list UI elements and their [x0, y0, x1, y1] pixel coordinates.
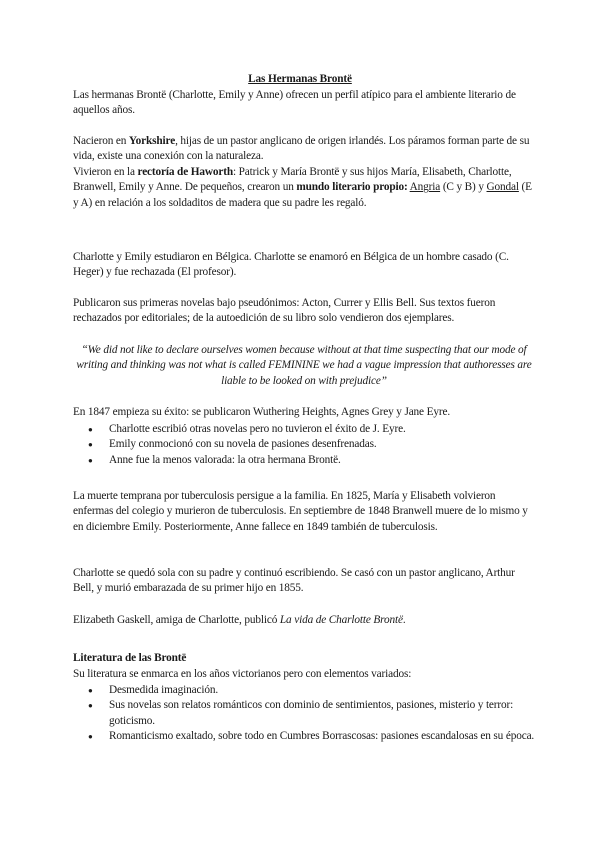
- authoresses-quote: “We did not like to declare ourselves women because without at that time suspecting that our mode of writing and thinking was not what is called FEMININE we had a vague impression that authoresses are liable to be looked on with prejudice”: [76, 344, 532, 387]
- book-title-italic: La vida de Charlotte Brontë: [279, 614, 403, 626]
- list-item: ● Desmedida imaginación.: [73, 683, 535, 698]
- gondal-underlined: Gondal: [486, 181, 519, 194]
- literature-intro-paragraph: Su literatura se enmarca en los años victorianos pero con elementos variados:: [73, 668, 412, 680]
- haworth-text-mid: : Patrick y María Brontë y sus hijos María, Elisabeth, Charlotte, Branwell, Emily y Anne. De pequeños, crearon un: [73, 166, 512, 194]
- section-heading: Literatura de las Brontë: [73, 652, 187, 664]
- novels-list: [73, 422, 535, 468]
- haworth-paragraph: [73, 165, 535, 211]
- list-item: ● Emily conmocionó con su novela de pasiones desenfrenadas.: [73, 437, 535, 452]
- yorkshire-bold: Yorkshire: [128, 135, 176, 147]
- belgium-paragraph: Charlotte y Emily estudiaron en Bélgica. Charlotte se enamoró en Bélgica de un hombre casado (C. Heger) y fue rechazada (El profesor).: [73, 251, 509, 279]
- gaskell-text-pre: Elizabeth Gaskell, amiga de Charlotte, publicó: [73, 614, 280, 626]
- document-title: Las Hermanas Brontë: [248, 73, 352, 85]
- list-item: ● Sus novelas son relatos románticos con dominio de sentimientos, pasiones, misterio y terror: goticismo.: [73, 698, 535, 729]
- angria-underlined: Angria: [409, 181, 441, 194]
- birth-paragraph: [73, 134, 535, 165]
- pseudonyms-paragraph: Publicaron sus primeras novelas bajo pseudónimos: Acton, Currer y Ellis Bell. Sus textos fueron rechazados por editoriales; de la autoedición de su libro solo vendieron dos ejemplares.: [73, 297, 496, 325]
- intro-paragraph: Las hermanas Brontë (Charlotte, Emily y Anne) ofrecen un perfil atípico para el ambiente literario de aquellos años.: [73, 89, 516, 117]
- haworth-text-t2: (E y A) en relación a los soldaditos de madera que su padre les regaló.: [73, 181, 532, 209]
- haworth-text-pre: Vivieron en la: [73, 166, 138, 178]
- success-paragraph: En 1847 empieza su éxito: se publicaron Wuthering Heights, Agnes Grey y Jane Eyre.: [73, 406, 450, 418]
- literature-list: [73, 683, 535, 745]
- gaskell-text-post: .: [402, 614, 406, 626]
- gaskell-paragraph: [73, 613, 535, 628]
- list-item: ● Charlotte escribió otras novelas pero no tuvieron el éxito de J. Eyre.: [73, 422, 535, 437]
- literary-world-bold: mundo literario propio:: [296, 181, 408, 194]
- list-item: ● Anne fue la menos valorada: la otra hermana Brontë.: [73, 453, 535, 468]
- birth-text-pre: Nacieron en: [73, 135, 129, 147]
- tuberculosis-paragraph: La muerte temprana por tuberculosis persigue a la familia. En 1825, María y Elisabeth volvieron enfermas del colegio y murieron de tuberculosis. En septiembre de 1848 Branwell muere de lo mismo y en diciembre Emily. Posteriormente, Anne fallece en 1849 también de tuberculosis.: [73, 490, 528, 533]
- birth-text-post: , hijas de un pastor anglicano de origen irlandés. Los páramos forman parte de su vida, existe una conexión con la naturaleza.: [73, 135, 530, 163]
- haworth-bold: rectoría de Haworth: [137, 166, 233, 178]
- charlotte-paragraph: Charlotte se quedó sola con su padre y continuó escribiendo. Se casó con un pastor anglicano, Arthur Bell, y murió embarazada de su primer hijo en 1855.: [73, 567, 515, 595]
- haworth-text-t1: (C y B) y: [440, 181, 487, 194]
- list-item: ● Romanticismo exaltado, sobre todo en Cumbres Borrascosas: pasiones escandalosas en su época.: [73, 729, 535, 744]
